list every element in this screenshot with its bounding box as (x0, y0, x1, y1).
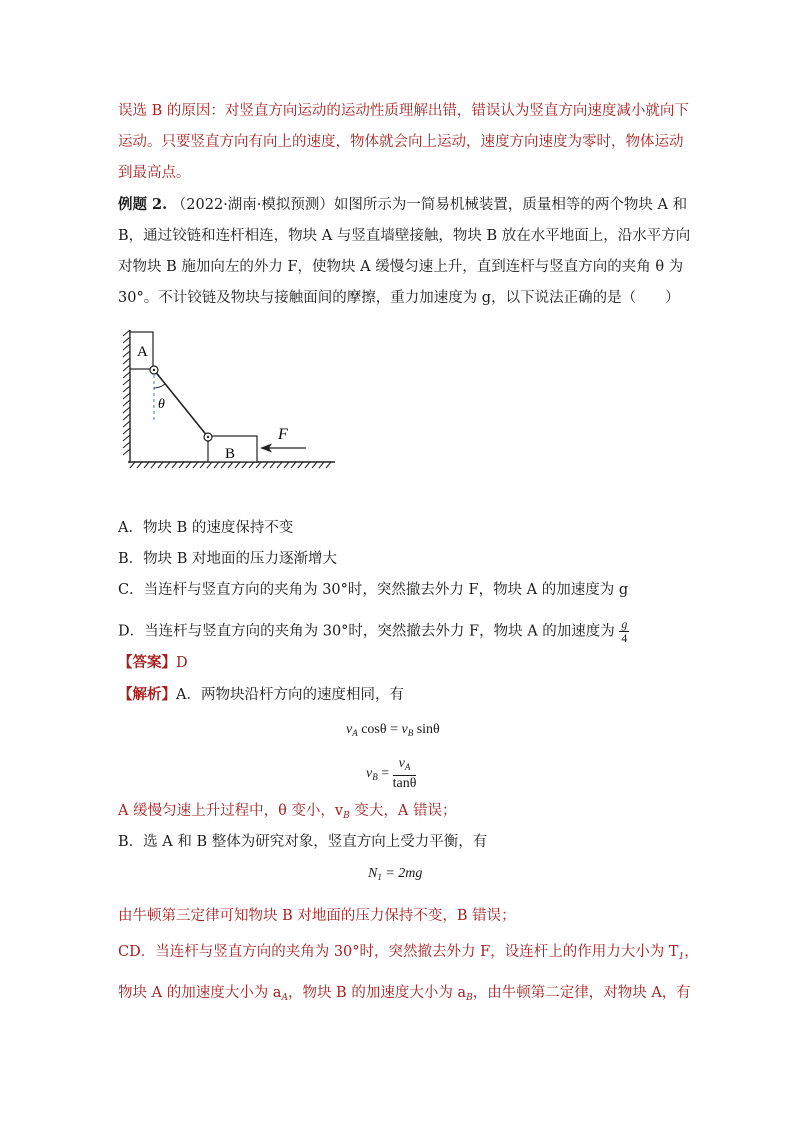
analysis-part-b-intro: B．选 A 和 B 整体为研究对象，竖直方向上受力平衡，有 (118, 834, 488, 850)
analysis-part-b-conclusion: 由牛顿第三定律可知物块 B 对地面的压力保持不变，B 错误； (118, 908, 516, 924)
option-a: A．物块 B 的速度保持不变 (118, 520, 294, 536)
eq2-denominator: tanθ (392, 776, 417, 791)
option-c: C．当连杆与竖直方向的夹角为 30°时，突然撤去外力 F，物块 A 的加速度为 g (118, 582, 629, 598)
block-a-label: A (137, 344, 148, 360)
analysis-line-a (118, 685, 404, 705)
example-stem-line-4: 30°。不计铰链及物块与接触面间的摩擦，重力加速度为 g，以下说法正确的是（ ） (118, 290, 680, 306)
hinge-a-center (153, 369, 155, 371)
part-a-conclusion-sub: B (343, 811, 350, 821)
option-d-fraction (619, 618, 629, 645)
intro-line-2: 运动。只要竖直方向有向上的速度，物体就会向上运动，速度方向速度为零时，物体运动 (118, 134, 684, 150)
eq1-lhs-rest: cosθ = (357, 722, 402, 737)
analysis-part-a-conclusion (118, 801, 456, 826)
eq2-numerator (393, 756, 417, 776)
part-cd-line2-a-sub: A (281, 993, 288, 1003)
force-label: F (278, 426, 288, 443)
part-cd-line2-c: ，由牛顿第二定律，对物块 A，有 (472, 985, 691, 1001)
eq1-rhs-sub: B (407, 728, 414, 738)
part-cd-line2-b: ，物块 B 的加速度大小为 a (287, 985, 467, 1001)
analysis-label: 【解析】 (118, 686, 176, 703)
intro-line-3: 到最高点。 (118, 165, 191, 181)
eq1-lhs-v: v (346, 722, 353, 737)
answer-value: D (176, 655, 188, 671)
analysis-part-cd-line-2 (118, 983, 691, 1008)
part-cd-line2-b-sub: B (466, 993, 473, 1003)
option-d-fraction-den: 4 (621, 631, 628, 645)
example-stem-line-2: B，通过铰链和连杆相连，物块 A 与竖直墙壁接触，物块 B 放在水平地面上，沿水平方向 (118, 228, 691, 244)
option-d-text: D．当连杆与竖直方向的夹角为 30°时，突然撤去外力 F，物块 A 的加速度为 (118, 623, 615, 640)
part-cd-line2-a: 物块 A 的加速度大小为 a (118, 985, 282, 1001)
ground-hatching (130, 462, 331, 468)
option-b: B．物块 B 对地面的压力逐渐增大 (118, 551, 338, 567)
part-cd-line1-tail: ， (684, 944, 699, 960)
eq3-lhs-sub: 1 (377, 872, 382, 882)
angle-arc (154, 384, 165, 388)
analysis-part-cd-line-1 (118, 942, 699, 967)
eq2-fraction (393, 756, 417, 792)
analysis-part-a-intro: A．两物块沿杆方向的速度相同，有 (176, 687, 404, 703)
eq3-rhs: = 2mg (381, 866, 423, 881)
example-stem-line-1 (118, 195, 687, 215)
wall-hatching (123, 330, 130, 455)
intro-line-1: 误选 B 的原因：对竖直方向运动的运动性质理解出错，错误认为竖直方向速度减小就向下 (118, 103, 689, 119)
option-d (118, 618, 629, 645)
mechanism-figure (120, 322, 340, 472)
eq2-num-v: v (398, 756, 405, 771)
block-b-label: B (225, 446, 236, 462)
eq1-rhs-v: v (401, 722, 408, 737)
part-a-conclusion-text: A 缓慢匀速上升过程中，θ 变小，v (118, 803, 344, 819)
part-a-conclusion-tail: 变大，A 错误； (349, 803, 457, 819)
equation-3 (368, 866, 422, 882)
hinge-b-center (207, 436, 209, 438)
example-stem-text-1: 如图所示为一简易机械装置，质量相等的两个物块 A 和 (333, 197, 688, 213)
example-stem-line-3: 对物块 B 施加向左的外力 F，使物块 A 缓慢匀速上升，直到连杆与竖直方向的夹角 θ 为 (118, 259, 684, 275)
equation-2 (366, 756, 416, 792)
eq2-equals: = (377, 766, 393, 782)
option-d-fraction-num: g (621, 617, 628, 631)
answer-line (118, 653, 188, 673)
equation-1 (346, 722, 440, 738)
angle-label: θ (158, 397, 165, 412)
part-cd-line1-text: CD．当连杆与竖直方向的夹角为 30°时，突然撤去外力 F，设连杆上的作用力大小为 T (118, 944, 679, 960)
eq2-lhs-sub: B (372, 772, 378, 783)
eq1-lhs-sub: A (352, 728, 358, 738)
eq2-lhs-v: v (366, 766, 373, 782)
part-cd-line1-sub: 1 (678, 952, 685, 962)
eq2-num-sub: A (404, 762, 411, 772)
eq1-rhs-rest: sinθ (413, 722, 440, 737)
example-label: 例题 2. (118, 196, 168, 213)
example-source: （2022·湖南·模拟预测） (171, 197, 334, 213)
answer-label: 【答案】 (118, 654, 176, 671)
eq3-lhs: N (368, 866, 378, 881)
